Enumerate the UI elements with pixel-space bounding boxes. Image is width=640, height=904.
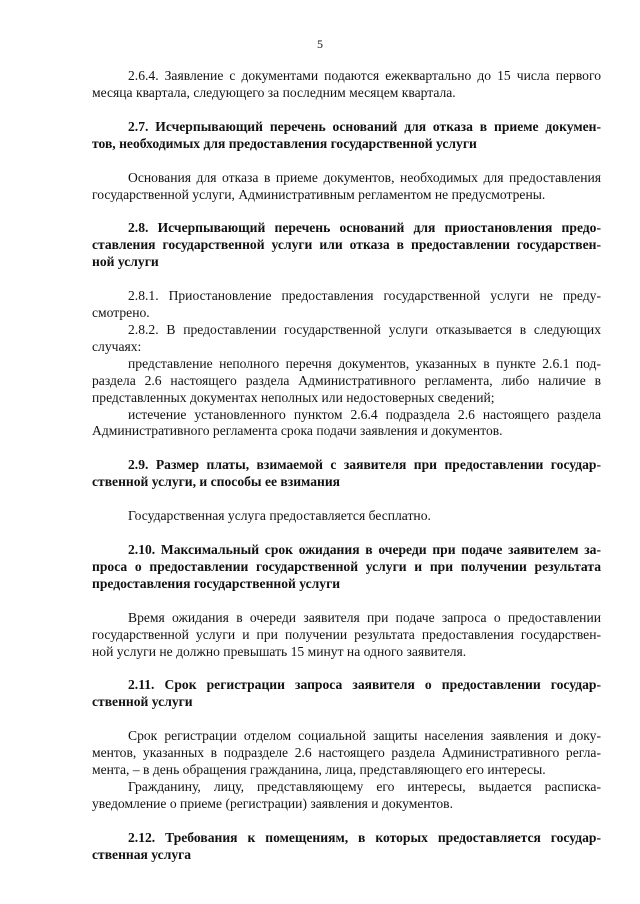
text-line: 2.8. Исчерпывающий перечень оснований для приостановления предо- (128, 220, 601, 236)
block-spacer (92, 491, 601, 508)
text-line: ментов, указанных в подразделе 2.6 настоящего раздела Административного регла- (92, 745, 601, 761)
text-line: предоставления государственной услуги (92, 575, 341, 591)
text-line: 2.7. Исчерпывающий перечень оснований для отказа в приеме докумен- (128, 118, 601, 134)
text-line: Гражданину, лицу, представляющему его интересы, выдается расписка- (128, 779, 601, 794)
block-spacer (92, 525, 601, 542)
text-line: представленных документах неполных или недостоверных сведений; (92, 389, 495, 405)
text-line: Государственная услуга предоставляется бесплатно. (128, 508, 431, 524)
paragraph (92, 610, 601, 661)
text-line: 2.8.2. В предоставлении государственной услуги отказывается в следующих (128, 321, 601, 337)
text-line: государственной услуги, Административным регламентом не предусмотрены. (92, 186, 546, 202)
text-line: Основания для отказа в приеме документов, необходимых для предоставления (128, 169, 601, 185)
text-line: истечение установленного пунктом 2.6.4 подраздела 2.6 настоящего раздела (128, 406, 601, 422)
text-line: уведомление о приеме (регистрации) заявления и документов. (92, 795, 453, 811)
paragraph (92, 170, 601, 204)
section-heading (92, 220, 601, 271)
block-spacer (92, 153, 601, 170)
block-spacer (92, 102, 601, 119)
text-line: Время ожидания в очереди заявителя при подаче запроса о предоставлении (128, 609, 601, 625)
text-line: ставления государственной услуги или отказа в предоставлении государствен- (92, 237, 601, 253)
text-line: 2.11. Срок регистрации запроса заявителя о предоставлении государ- (128, 677, 601, 693)
paragraph (92, 728, 601, 813)
text-line: ной услуги (92, 254, 159, 270)
block-spacer (92, 813, 601, 830)
section-heading (92, 119, 601, 153)
document-body (92, 68, 601, 864)
section-heading (92, 457, 601, 491)
text-line: представление неполного перечня документов, указанных в пункте 2.6.1 под- (128, 355, 601, 371)
block-spacer (92, 711, 601, 728)
text-line: ственной услуги (92, 694, 193, 710)
text-line: проса о предоставлении государственной услуги и при получении результата (92, 558, 601, 574)
text-line: месяца квартала, следующего за последним месяцем квартала. (92, 84, 456, 100)
text-line: 2.8.1. Приостановление предоставления государственной услуги не преду- (128, 288, 601, 304)
text-line: 2.9. Размер платы, взимаемой с заявителя при предоставлении государ- (128, 457, 601, 473)
page-number: 5 (317, 37, 323, 51)
text-line: государственной услуги и при получении результата предоставления государствен- (92, 626, 601, 642)
text-line: мента, – в день обращения гражданина, лица, представляющего его интересы. (92, 762, 546, 778)
block-spacer (92, 593, 601, 610)
text-line: 2.6.4. Заявление с документами подаются ежеквартально до 15 числа первого (128, 68, 601, 83)
section-heading (92, 542, 601, 593)
block-spacer (92, 660, 601, 677)
text-line: раздела 2.6 настоящего раздела Административного регламента, либо наличие в (92, 372, 601, 388)
text-line: Срок регистрации отделом социальной защиты населения заявления и доку- (128, 728, 601, 744)
text-line: ственной услуги, и способы ее взимания (92, 474, 341, 490)
text-line: 2.12. Требования к помещениям, в которых предоставляется государ- (128, 829, 601, 845)
text-line: 2.10. Максимальный срок ожидания в очереди при подаче заявителем за- (128, 542, 601, 558)
block-spacer (92, 440, 601, 457)
text-line: смотрено. (92, 305, 150, 321)
section-heading (92, 677, 601, 711)
paragraph (92, 508, 601, 525)
text-line: ной услуги не должно превышать 15 минут на одного заявителя. (92, 643, 467, 659)
text-line: ственная услуга (92, 846, 192, 862)
block-spacer (92, 203, 601, 220)
paragraph (92, 288, 601, 440)
text-line: Административного регламента срока подачи заявления и документов. (92, 423, 503, 439)
block-spacer (92, 271, 601, 288)
paragraph (92, 68, 601, 102)
section-heading (92, 830, 601, 864)
text-line: случаях: (92, 338, 142, 354)
text-line: тов, необходимых для предоставления государственной услуги (92, 135, 477, 151)
